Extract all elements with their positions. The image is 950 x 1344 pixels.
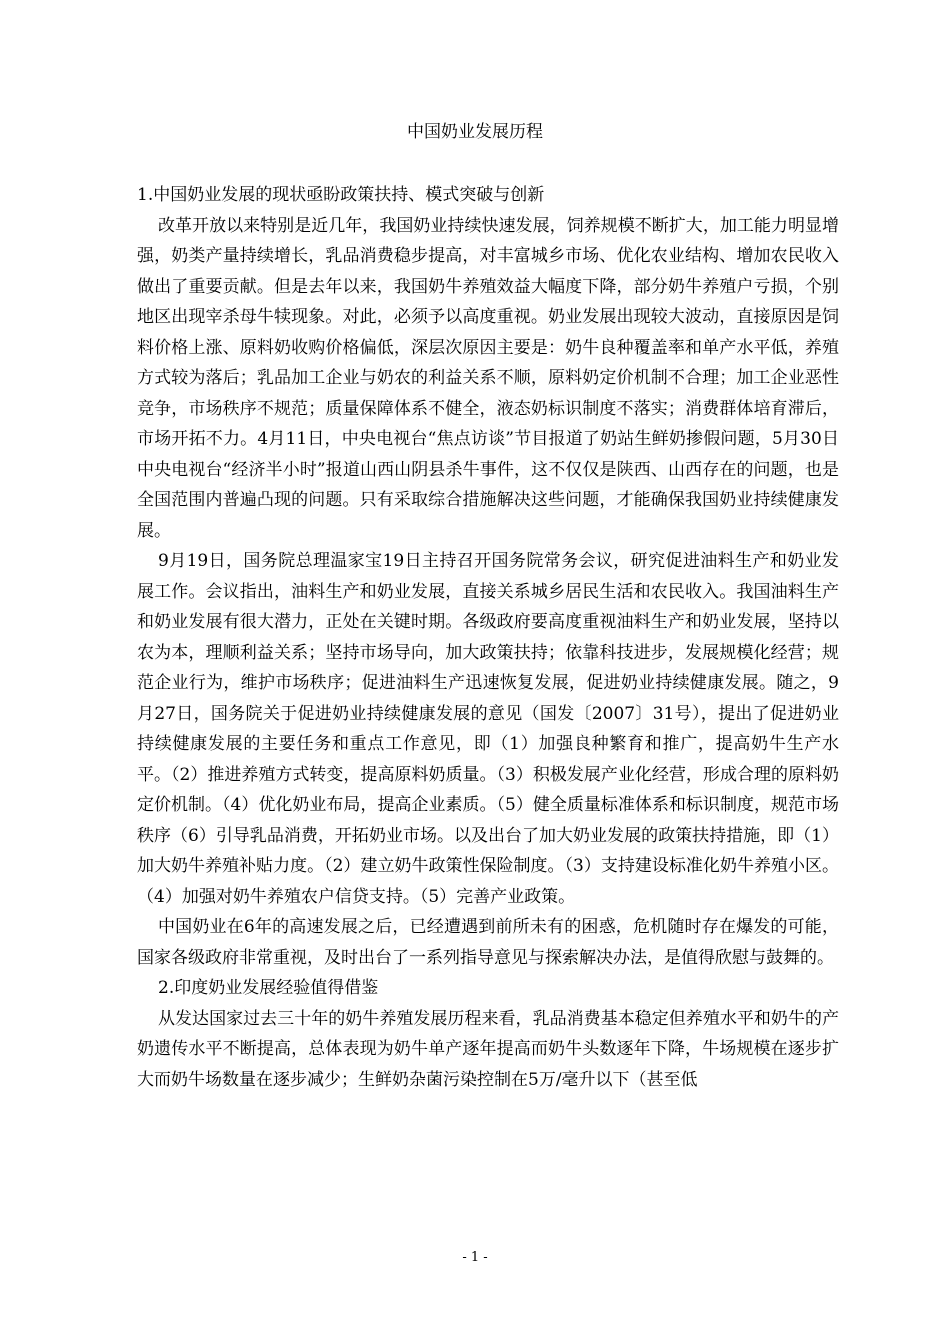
section-heading-1: 1.中国奶业发展的现状亟盼政策扶持、模式突破与创新 — [137, 185, 545, 205]
section-heading-2: 2.印度奶业发展经验值得借鉴 — [158, 978, 379, 998]
paragraph-4: 从发达国家过去三十年的奶牛养殖发展历程来看，乳品消费基本稳定但养殖水平和奶牛的产奶遗传水平不断提高，总体表现为奶牛单产逐年提高而奶牛头数逐年下降，牛场规模在逐步扩大而奶牛场数量在逐步减少；生鲜奶杂菌污染控制在5万/毫升以下（甚至低 — [137, 1008, 839, 1090]
paragraph-1: 改革开放以来特别是近几年，我国奶业持续快速发展，饲养规模不断扩大，加工能力明显增强，奶类产量持续增长，乳品消费稳步提高，对丰富城乡市场、优化农业结构、增加农民收入做出了重要贡献。但是去年以来，我国奶牛养殖效益大幅度下降，部分奶牛养殖户亏损，个别地区出现宰杀母牛犊现象。对此，必须予以高度重视。奶业发展出现较大波动，直接原因是饲料价格上涨、原料奶收购价格偏低，深层次原因主要是：奶牛良种覆盖率和单产水平低，养殖方式较为落后；乳品加工企业与奶农的利益关系不顺，原料奶定价机制不合理；加工企业恶性竞争，市场秩序不规范；质量保障体系不健全，液态奶标识制度不落实；消费群体培育滞后，市场开拓不力。4月11日，中央电视台“焦点访谈”节目报道了奶站生鲜奶掺假问题，5月30日中央电视台“经济半小时”报道山西山阴县杀牛事件，这不仅仅是陕西、山西存在的问题，也是全国范围内普遍凸现的问题。只有采取综合措施解决这些问题，才能确保我国奶业持续健康发展。 — [137, 215, 839, 541]
paragraph-2: 9月19日，国务院总理温家宝19日主持召开国务院常务会议，研究促进油料生产和奶业发展工作。会议指出，油料生产和奶业发展，直接关系城乡居民生活和农民收入。我国油料生产和奶业发展有很大潜力，正处在关键时期。各级政府要高度重视油料生产和奶业发展，坚持以农为本，理顺利益关系；坚持市场导向，加大政策扶持；依靠科技进步，发展规模化经营；规范企业行为，维护市场秩序；促进油料生产迅速恢复发展，促进奶业持续健康发展。随之，9月27日，国务院关于促进奶业持续健康发展的意见（国发〔2007〕31号），提出了促进奶业持续健康发展的主要任务和重点工作意见，即（1）加强良种繁育和推广，提高奶牛生产水平。（2）推进养殖方式转变，提高原料奶质量。（3）积极发展产业化经营，形成合理的原料奶定价机制。（4）优化奶业布局，提高企业素质。（5）健全质量标准体系和标识制度，规范市场秩序（6）引导乳品消费，开拓奶业市场。以及出台了加大奶业发展的政策扶持措施，即（1）加大奶牛养殖补贴力度。（2）建立奶牛政策性保险制度。（3）支持建设标准化奶牛养殖小区。（4）加强对奶牛养殖农户信贷支持。（5）完善产业政策。 — [137, 551, 839, 907]
page-number: - 1 - — [462, 1250, 488, 1265]
document-body — [137, 180, 839, 1095]
page-title: 中国奶业发展历程 — [407, 122, 543, 142]
paragraph-3: 中国奶业在6年的高速发展之后，已经遭遇到前所未有的困惑，危机随时存在爆发的可能，国家各级政府非常重视，及时出台了一系列指导意见与探索解决办法，是值得欣慰与鼓舞的。 — [137, 917, 839, 968]
